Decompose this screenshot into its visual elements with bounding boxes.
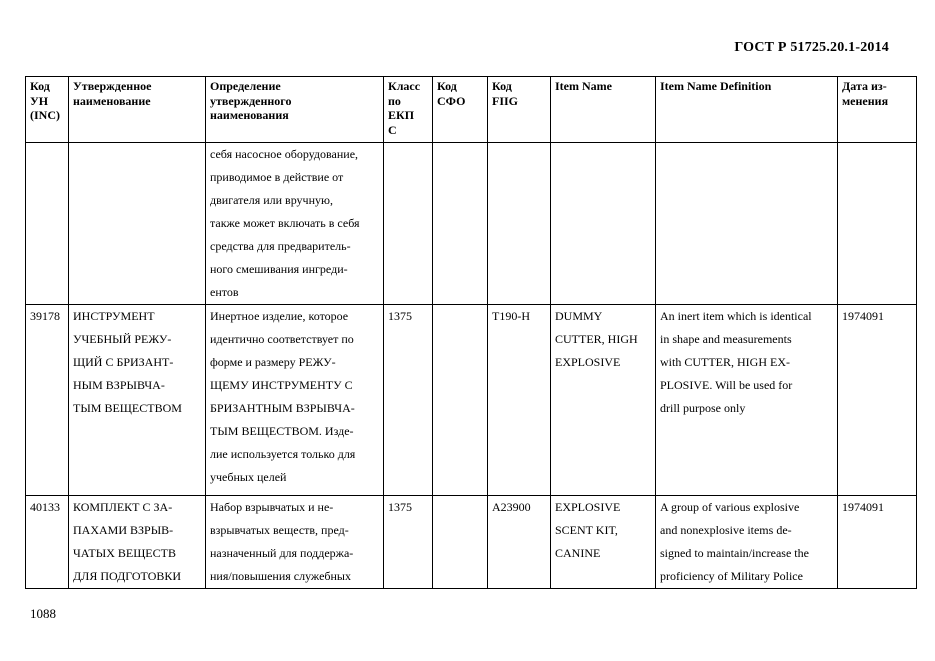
cell-line: ного смешивания ингреди- (210, 262, 348, 276)
cell-date (838, 143, 917, 305)
cell-line: взрывчатых веществ, пред- (210, 523, 349, 537)
cell-line: Определение (210, 79, 281, 93)
cell-line: in shape and measurements (660, 332, 792, 346)
cell-line: A group of various explosive (660, 500, 800, 514)
cell-line: PLOSIVE. Will be used for (660, 378, 793, 392)
cell-sfo (433, 305, 488, 496)
cell-class (384, 305, 433, 496)
cell-line: ния/повышения служебных (210, 569, 351, 583)
table-row (26, 143, 917, 305)
cell-item-name (551, 305, 656, 496)
cell-name (69, 496, 206, 589)
cell-line: Item Name Definition (660, 79, 772, 93)
cell-line: 1974091 (842, 309, 884, 323)
cell-line: учебных целей (210, 470, 287, 484)
cell-line: 1375 (388, 309, 412, 323)
cell-item-definition (656, 305, 838, 496)
cell-line: ПАХАМИ ВЗРЫВ- (73, 523, 174, 537)
cell-line: двигателя или вручную, (210, 193, 333, 207)
cell-item-definition (656, 143, 838, 305)
cell-line: DUMMY (555, 309, 603, 323)
cell-sfo (433, 496, 488, 589)
cell-line: 1974091 (842, 500, 884, 514)
cell-item-name (551, 496, 656, 589)
cell-fiig (488, 143, 551, 305)
cell-line: ДЛЯ ПОДГОТОВКИ (73, 569, 182, 583)
cell-line: КОМПЛЕКТ С ЗА- (73, 500, 173, 514)
cell-line: себя насосное оборудование, (210, 147, 359, 161)
cell-line: приводимое в действие от (210, 170, 344, 184)
cell-code (26, 143, 69, 305)
cell-line: лие используется только для (210, 447, 356, 461)
cell-line: ентов (210, 285, 239, 299)
document-standard-code: ГОСТ Р 51725.20.1-2014 (734, 40, 889, 55)
cell-line: ЕКП (388, 108, 415, 122)
cell-code (26, 305, 69, 496)
cell-line: Код (437, 79, 457, 93)
cell-line: 40133 (30, 500, 60, 514)
cell-line: (INC) (30, 108, 60, 122)
cell-line: EXPLOSIVE (555, 500, 621, 514)
cell-sfo (433, 143, 488, 305)
cell-line: СФО (437, 93, 466, 108)
cell-line: УЧЕБНЫЙ РЕЖУ- (73, 332, 172, 346)
col-header-code (26, 77, 69, 143)
cell-line: CUTTER, HIGH (555, 332, 638, 346)
cell-line: форме и размеру РЕЖУ- (210, 355, 336, 369)
cell-line: также может включать в себя (210, 216, 360, 230)
cell-line: 1375 (388, 500, 412, 514)
cell-item-name (551, 143, 656, 305)
cell-line: Инертное изделие, которое (210, 309, 349, 323)
cell-line: Дата из- (842, 79, 887, 93)
cell-class (384, 496, 433, 589)
cell-line: УН (30, 93, 49, 108)
cell-line: SCENT KIT, (555, 523, 618, 537)
table-row (26, 305, 917, 496)
cell-definition (206, 496, 384, 589)
cell-line: drill purpose only (660, 401, 746, 415)
cell-line: ЩЕМУ ИНСТРУМЕНТУ С (210, 378, 353, 392)
col-header-name (69, 77, 206, 143)
table-row (26, 496, 917, 589)
catalog-table (25, 76, 917, 589)
cell-code (26, 496, 69, 589)
cell-line: Item Name (555, 79, 612, 93)
col-header-definition (206, 77, 384, 143)
cell-line: НЫМ ВЗРЫВЧА- (73, 378, 165, 392)
cell-line: наименование (73, 93, 151, 108)
cell-line: CANINE (555, 546, 601, 560)
cell-line: ЧАТЫХ ВЕЩЕСТВ (73, 546, 176, 560)
cell-line: with CUTTER, HIGH EX- (660, 355, 790, 369)
cell-line: Утвержденное (73, 79, 152, 93)
cell-line: средства для предваритель- (210, 239, 351, 253)
cell-definition (206, 143, 384, 305)
cell-name (69, 305, 206, 496)
cell-line: An inert item which is identical (660, 309, 812, 323)
col-header-fiig (488, 77, 551, 143)
col-header-item-definition (656, 77, 838, 143)
cell-fiig (488, 305, 551, 496)
cell-fiig (488, 496, 551, 589)
cell-line: ЩИЙ С БРИЗАНТ- (73, 355, 174, 369)
cell-line: С (388, 122, 397, 137)
cell-date (838, 496, 917, 589)
cell-line: ТЫМ ВЕЩЕСТВОМ. Изде- (210, 424, 354, 438)
cell-line: and nonexplosive items de- (660, 523, 792, 537)
cell-line: назначенный для поддержа- (210, 546, 354, 560)
cell-line: A23900 (492, 500, 531, 514)
col-header-item-name (551, 77, 656, 143)
cell-line: FIIG (492, 93, 519, 108)
cell-line: ТЫМ ВЕЩЕСТВОМ (73, 401, 182, 415)
page-number: 1088 (30, 606, 56, 621)
table-header-row (26, 77, 917, 143)
cell-line: утвержденного (210, 93, 292, 108)
cell-name (69, 143, 206, 305)
cell-line: 39178 (30, 309, 60, 323)
cell-line: ИНСТРУМЕНТ (73, 309, 155, 323)
col-header-sfo (433, 77, 488, 143)
cell-line: Класс (388, 79, 421, 93)
cell-line: Набор взрывчатых и не- (210, 500, 334, 514)
cell-line: по (388, 93, 401, 108)
cell-line: менения (842, 93, 889, 108)
cell-line: proficiency of Military Police (660, 569, 803, 583)
cell-line: signed to maintain/increase the (660, 546, 809, 560)
cell-line: Код (30, 79, 50, 93)
col-header-class (384, 77, 433, 143)
cell-line: T190-H (492, 309, 530, 323)
cell-line: EXPLOSIVE (555, 355, 621, 369)
cell-line: наименования (210, 108, 289, 122)
cell-line: идентично соответствует по (210, 332, 354, 346)
cell-item-definition (656, 496, 838, 589)
cell-class (384, 143, 433, 305)
cell-line: БРИЗАНТНЫМ ВЗРЫВЧА- (210, 401, 355, 415)
cell-line: Код (492, 79, 512, 93)
cell-date (838, 305, 917, 496)
cell-definition (206, 305, 384, 496)
col-header-date (838, 77, 917, 143)
